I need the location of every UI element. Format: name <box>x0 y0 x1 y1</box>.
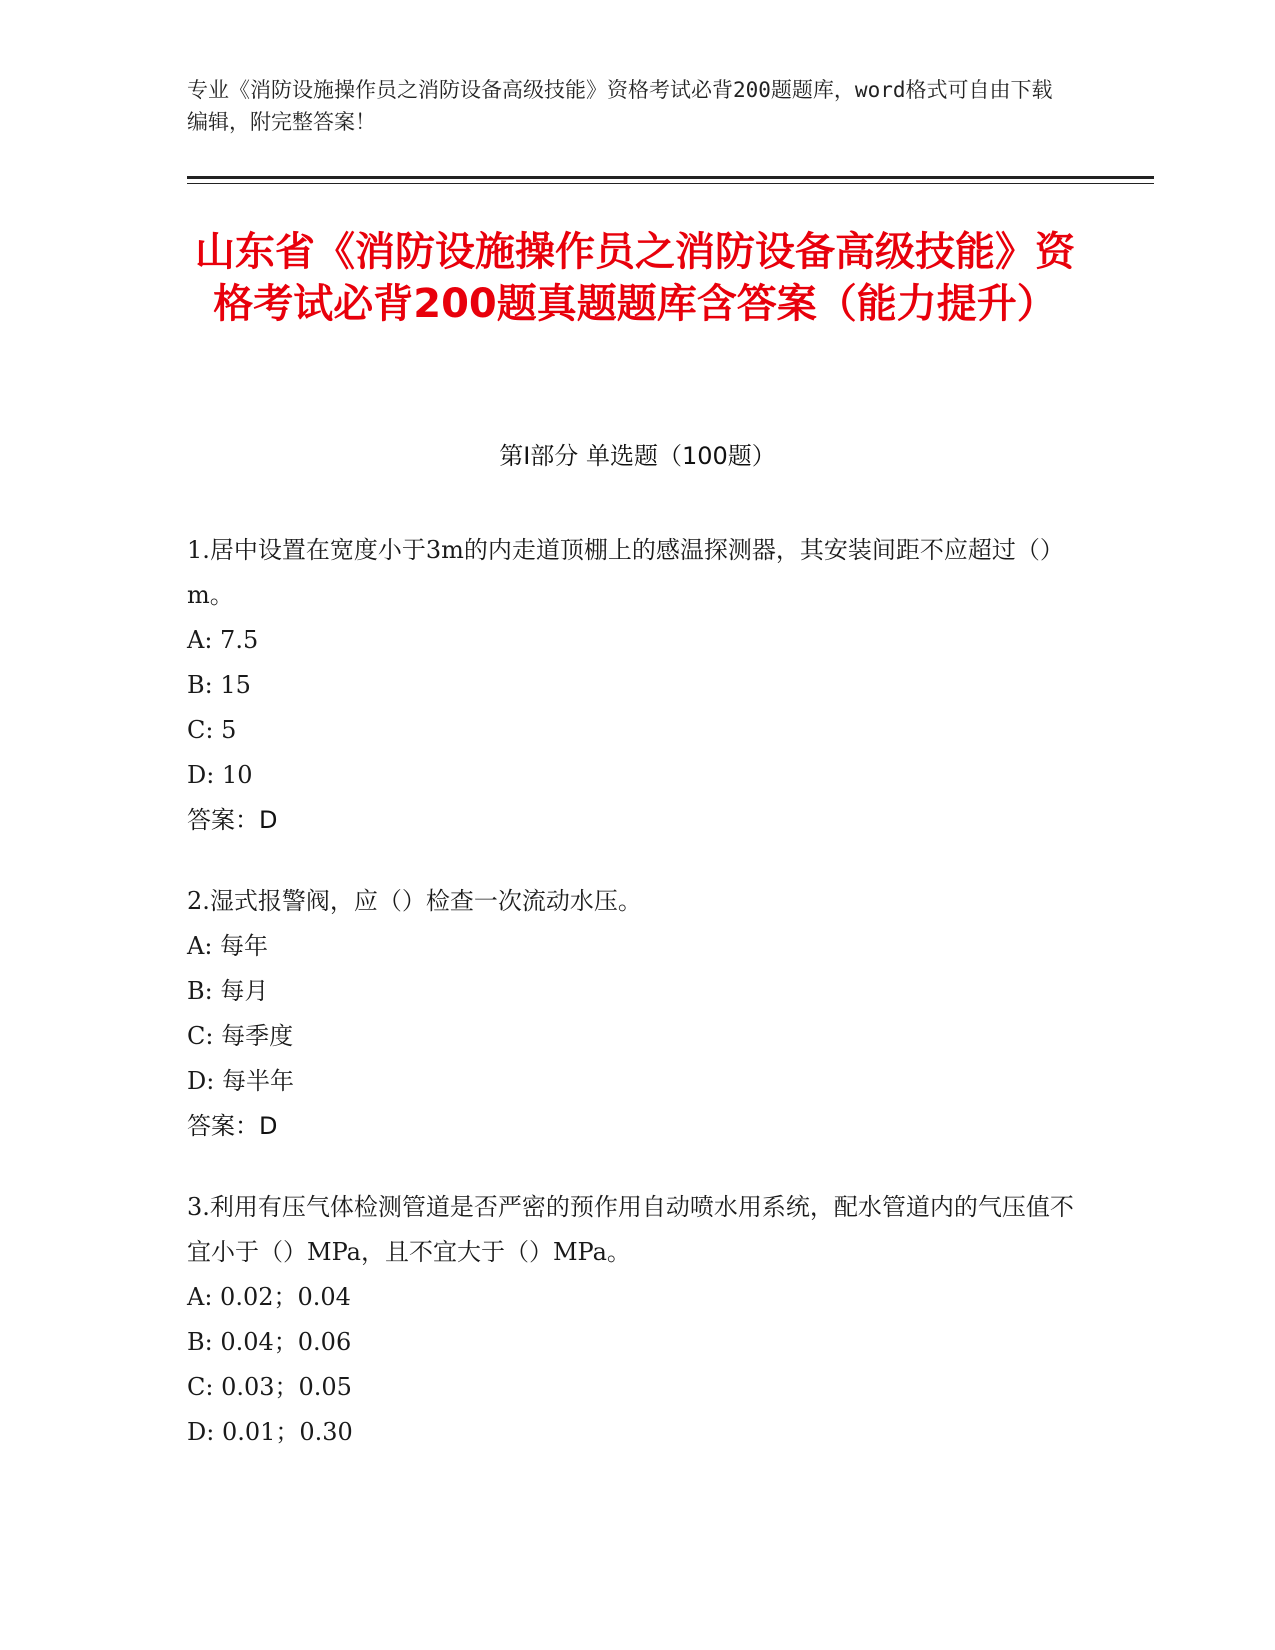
option-c: C: 5 <box>187 716 237 744</box>
option-b: B: 0.04；0.06 <box>187 1328 352 1356</box>
question-stem: 1.居中设置在宽度小于3m的内走道顶棚上的感温探测器，其安装间距不应超过（）m。 <box>187 536 1064 609</box>
answer-label: 答案：D <box>187 806 278 834</box>
question-list <box>187 528 1087 1491</box>
option-c: C: 0.03；0.05 <box>187 1373 352 1401</box>
option-b: B: 每月 <box>187 977 269 1005</box>
question-2 <box>187 879 1087 1149</box>
option-b: B: 15 <box>187 671 251 699</box>
section-title: 第Ⅰ部分 单选题（100题） <box>499 442 776 470</box>
question-3 <box>187 1185 1087 1455</box>
option-c: C: 每季度 <box>187 1022 294 1050</box>
option-a: A: 每年 <box>187 932 269 960</box>
option-d: D: 10 <box>187 761 253 789</box>
question-stem: 2.湿式报警阀，应（）检查一次流动水压。 <box>187 887 642 915</box>
option-a: A: 0.02；0.04 <box>187 1283 351 1311</box>
question-stem: 3.利用有压气体检测管道是否严密的预作用自动喷水用系统，配水管道内的气压值不宜小于（）MPa，且不宜大于（）MPa。 <box>187 1193 1074 1266</box>
question-1 <box>187 528 1087 843</box>
header-note: 专业《消防设施操作员之消防设备高级技能》资格考试必背200题题库，word格式可自由下载编辑，附完整答案！ <box>187 78 1053 134</box>
option-d: D: 每半年 <box>187 1067 294 1095</box>
answer-label: 答案：D <box>187 1112 278 1140</box>
option-d: D: 0.01；0.30 <box>187 1418 353 1446</box>
header-divider-thick <box>187 176 1154 179</box>
header-divider-thin <box>187 183 1154 184</box>
option-a: A: 7.5 <box>187 626 259 654</box>
document-title: 山东省《消防设施操作员之消防设备高级技能》资格考试必背200题真题题库含答案（能力提升） <box>195 229 1075 327</box>
